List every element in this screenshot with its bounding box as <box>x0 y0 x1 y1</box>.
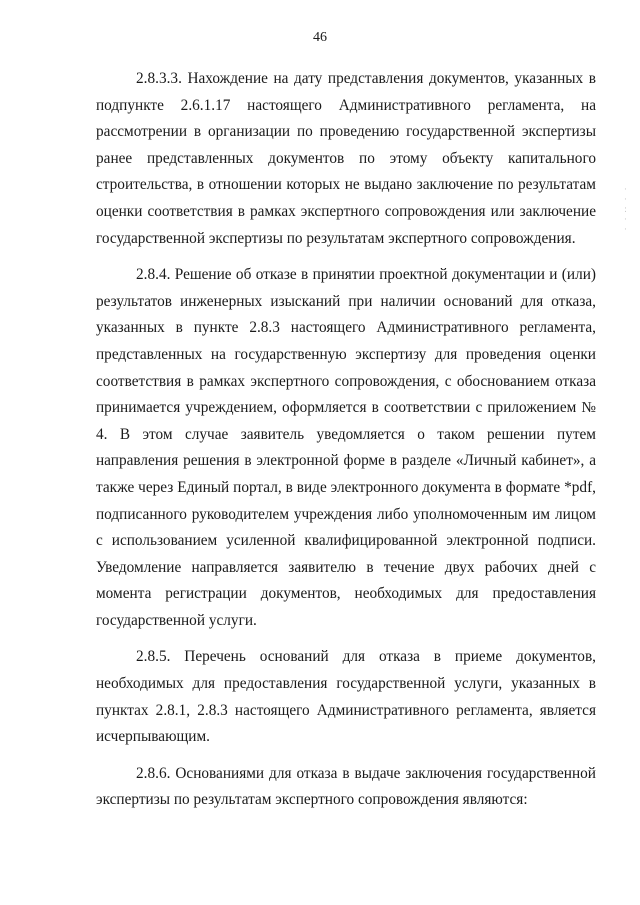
paragraph-2-8-3-3: 2.8.3.3. Нахождение на дату представления документов, указанных в подпункте 2.6.1.17 настоящего Административного регламента, на рассмотрении в организации по проведению государственной экспертизы ранее представленных документов по этому объекту капитального строительства, в отношении которых не выдано заключение по результатам оценки соответствия в рамках экспертного сопровождения или заключение государственной экспертизы по результатам экспертного сопровождения. <box>96 70 596 247</box>
paragraph-2-8-4: 2.8.4. Решение об отказе в принятии проектной документации и (или) результатов инженерных изысканий при наличии оснований для отказа, указанных в пункте 2.8.3 настоящего Административного регламента, представленных на государственную экспертизу для проведения оценки соответствия в рамках экспертного сопровождения, с обоснованием отказа принимается учреждением, оформляется в соответствии с приложением № 4. В этом случае заявитель уведомляется о таком решении путем направления решения в электронной форме в разделе «Личный кабинет», а также через Единый портал, в виде электронного документа в формате *pdf, подписанного руководителем учреждения либо уполномоченным им лицом с использованием усиленной квалифицированной электронной подписи. Уведомление направляется заявителю в течение двух рабочих дней с момента регистрации документов, необходимых для предоставления государственной услуги. <box>96 266 596 629</box>
paragraph-2-8-6: 2.8.6. Основаниями для отказа в выдаче заключения государственной экспертизы по результатам экспертного сопровождения являются: <box>96 764 596 809</box>
scan-artifact: · · : · · <box>624 185 628 235</box>
page-number: 46 <box>313 30 327 45</box>
document-body <box>96 66 596 814</box>
paragraph-2-8-5: 2.8.5. Перечень оснований для отказа в приеме документов, необходимых для предоставления государственной услуги, указанных в пунктах 2.8.1, 2.8.3 настоящего Административного регламента, является исчерпывающим. <box>96 648 596 746</box>
